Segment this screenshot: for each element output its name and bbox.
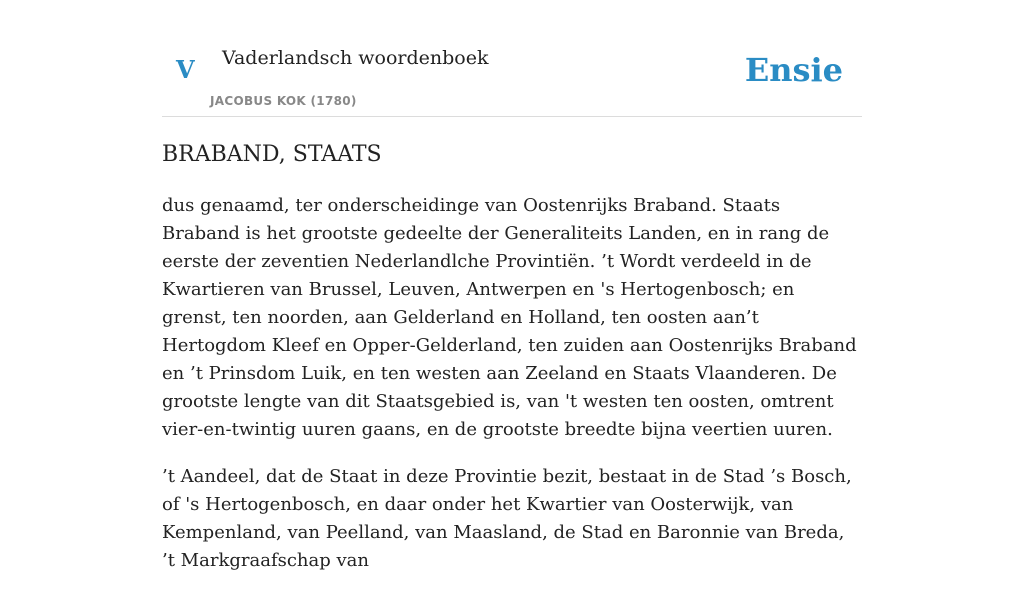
book-author: JACOBUS KOK (1780) <box>210 94 357 108</box>
ensie-logo[interactable]: Ensie <box>744 51 843 89</box>
entry-paragraph: ’t Aandeel, dat de Staat in deze Provintie bezit, bestaat in de Stad ’s Bosch, of 's Hertogenbosch, en daar onder het Kwartier van Oosterwijk, van Kempenland, van Peelland, van Maasland, de Stad en Baronnie van Breda, ’t Markgraafschap van <box>162 466 852 571</box>
letter-index-link[interactable]: V <box>176 55 195 84</box>
entry-title: BRABAND, STAATS <box>162 142 382 167</box>
entry-paragraph: dus genaamd, ter onderscheidinge van Oostenrijks Braband. Staats Braband is het grootste gedeelte der Generaliteits Landen, en in rang de eerste der zeventien Nederlandlche Provintiën. ’t Wordt verdeeld in de Kwartieren van Brussel, Leuven, Antwerpen en 's Hertogenbosch; en grenst, ten noorden, aan Gelderland en Holland, ten oosten aan’t Hertogdom Kleef en Opper-Gelderland, ten zuiden aan Oostenrijks Braband en ’t Prinsdom Luik, en ten westen aan Zeeland en Staats Vlaanderen. De grootste lengte van dit Staatsgebied is, van 't westen ten oosten, omtrent vier-en-twintig uuren gaans, en de grootste breedte bijna veertien uuren. <box>162 195 857 440</box>
entry-content <box>162 192 862 594</box>
book-title-link[interactable]: Vaderlandsch woordenboek <box>222 47 489 69</box>
header <box>162 0 862 117</box>
